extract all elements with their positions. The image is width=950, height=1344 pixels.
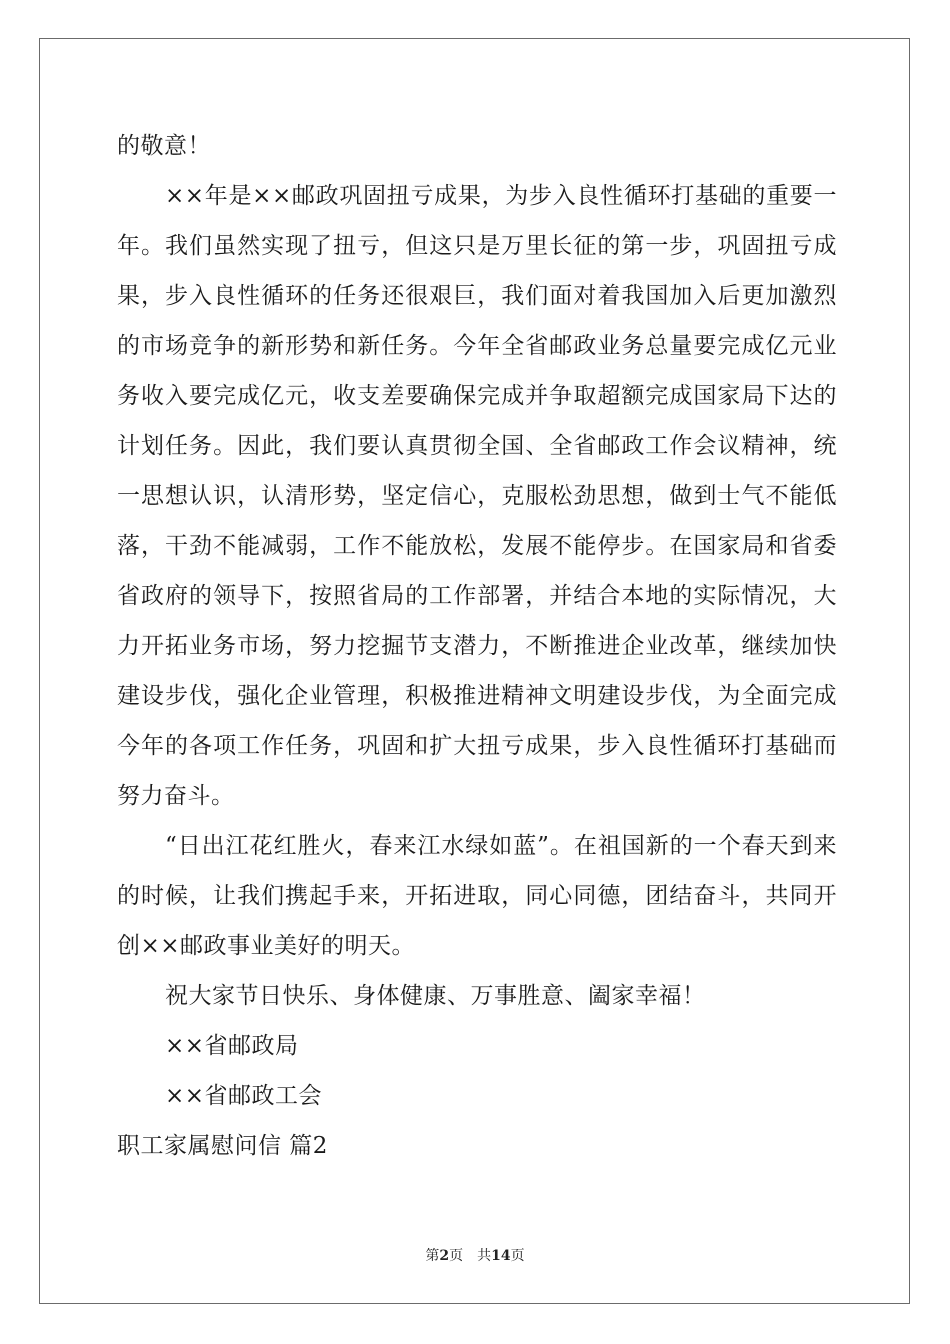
paragraph-closing: “日出江花红胜火，春来江水绿如蓝”。在祖国新的一个春天到来的时候，让我们携起手来，开拓进取，同心同德，团结奋斗，共同开创××邮政事业美好的明天。 [117,833,837,959]
page-footer [0,1247,950,1265]
paragraph-main: ××年是××邮政巩固扭亏成果，为步入良性循环打基础的重要一年。我们虽然实现了扭亏，但这只是万里长征的第一步，巩固扭亏成果，步入良性循环的任务还很艰巨，我们面对着我国加入后更加激烈的市场竞争的新形势和新任务。今年全省邮政业务总量要完成亿元业务收入要完成亿元，收支差要确保完成并争取超额完成国家局下达的计划任务。因此，我们要认真贯彻全国、全省邮政工作会议精神，统一思想认识，认清形势，坚定信心，克服松劲思想，做到士气不能低落，干劲不能减弱，工作不能放松，发展不能停步。在国家局和省委省政府的领导下，按照省局的工作部署，并结合本地的实际情况，大力开拓业务市场，努力挖掘节支潜力，不断推进企业改革，继续加快建设步伐，强化企业管理，积极推进精神文明建设步伐，为全面完成今年的各项工作任务，巩固和扩大扭亏成果，步入良性循环打基础而努力奋斗。 [117,183,837,809]
paragraph-greeting-end: 的敬意！ [117,133,211,159]
footer-page-number: 2 [439,1248,450,1264]
footer-total-pages: 14 [491,1248,511,1264]
footer-total-prefix: 共 [477,1248,492,1264]
footer-total-suffix: 页 [510,1248,525,1264]
document-body [117,121,837,1171]
paragraph-wishes: 祝大家节日快乐、身体健康、万事胜意、阖家幸福！ [165,983,706,1009]
section-heading: 职工家属慰问信 篇2 [117,1133,328,1159]
signature-post-union: ××省邮政工会 [165,1083,323,1109]
footer-prefix: 第 [425,1248,440,1264]
footer-page-suffix: 页 [449,1248,464,1264]
signature-post-bureau: ××省邮政局 [165,1033,299,1059]
